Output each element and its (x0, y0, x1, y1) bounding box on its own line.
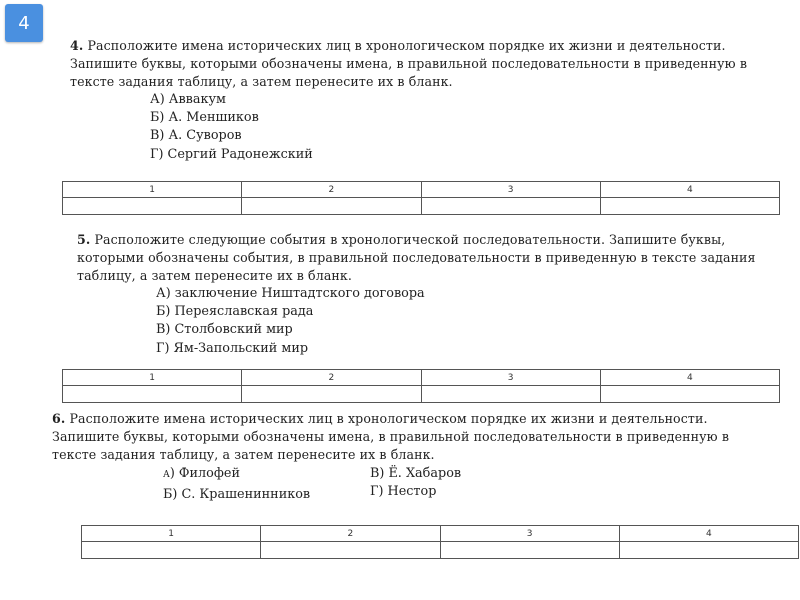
answer-cell[interactable] (440, 542, 619, 559)
question-number: 6. (52, 411, 66, 426)
answer-cell[interactable] (421, 198, 600, 215)
answer-cell[interactable] (600, 198, 779, 215)
option-a: А) заключение Ништадтского договора (156, 286, 425, 301)
question-4 (70, 37, 750, 91)
table-header-cell: 3 (421, 370, 600, 386)
question-6 (52, 410, 774, 464)
table-header-cell: 3 (440, 526, 619, 542)
table-header-cell: 1 (63, 370, 242, 386)
answer-cell[interactable] (619, 542, 798, 559)
answer-cell[interactable] (242, 386, 421, 403)
option-b: Б) Переяславская рада (156, 304, 314, 319)
table-header-cell: 1 (82, 526, 261, 542)
answer-cell[interactable] (63, 198, 242, 215)
answer-cell[interactable] (82, 542, 261, 559)
option-c: В) Ё. Хабаров (370, 466, 462, 481)
option-c: В) А. Суворов (150, 128, 242, 143)
option-b: Б) С. Крашенинников (163, 487, 311, 502)
answer-cell[interactable] (261, 542, 440, 559)
option-c: В) Столбовский мир (156, 322, 293, 337)
option-a: А) Филофей (163, 466, 240, 481)
question-5 (77, 231, 785, 285)
table-header-cell: 3 (421, 182, 600, 198)
table-header-cell: 4 (600, 182, 779, 198)
table-header-cell: 4 (619, 526, 798, 542)
answer-cell[interactable] (421, 386, 600, 403)
table-header-cell: 2 (242, 370, 421, 386)
table-header-cell: 4 (600, 370, 779, 386)
answer-table-6 (81, 525, 799, 559)
table-header-cell: 2 (242, 182, 421, 198)
answer-table-5 (62, 369, 780, 403)
answer-cell[interactable] (600, 386, 779, 403)
question-text: Расположите следующие события в хронологической последовательности. Запишите буквы, которыми обозначены события, в правильной последовательности в приведенную в тексте задания таблицу, а затем перенесите их в бланк. (77, 232, 756, 283)
table-header-cell: 1 (63, 182, 242, 198)
question-text: Расположите имена исторических лиц в хронологическом порядке их жизни и деятельности. Запишите буквы, которыми обозначены имена, в правильной последовательности в приведенную в тексте задания таблицу, а затем перенесите их в бланк. (52, 411, 730, 462)
table-header-cell: 2 (261, 526, 440, 542)
option-d: Г) Сергий Радонежский (150, 147, 313, 162)
question-text: Расположите имена исторических лиц в хронологическом порядке их жизни и деятельности. Запишите буквы, которыми обозначены имена, в правильной последовательности в приведенную в тексте задания таблицу, а затем перенесите их в бланк. (70, 38, 748, 89)
slide-number-badge: 4 (5, 4, 43, 42)
answer-cell[interactable] (63, 386, 242, 403)
option-d: Г) Нестор (370, 484, 437, 499)
option-b: Б) А. Меншиков (150, 110, 259, 125)
answer-cell[interactable] (242, 198, 421, 215)
option-d: Г) Ям-Запольский мир (156, 341, 309, 356)
question-number: 5. (77, 232, 91, 247)
answer-table-4 (62, 181, 780, 215)
option-a: А) Аввакум (150, 92, 226, 107)
question-number: 4. (70, 38, 84, 53)
